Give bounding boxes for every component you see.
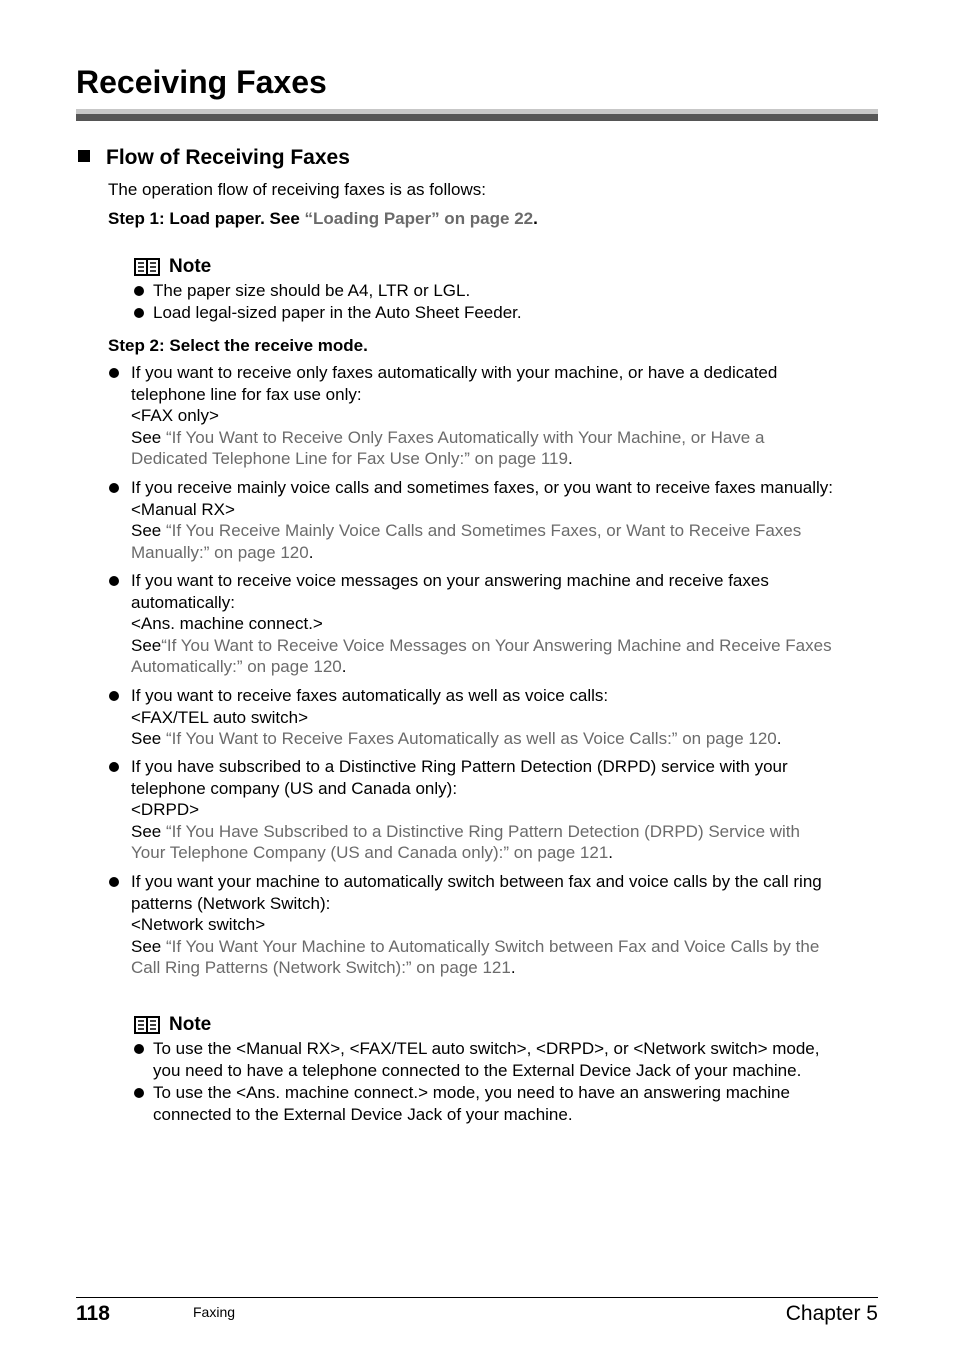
see-label: See xyxy=(131,936,166,956)
mode-ref-link[interactable]: “If You Want Your Machine to Automatically Switch between Fax and Voice Calls by the xyxy=(165,936,820,956)
see-label: See xyxy=(131,821,166,841)
mode-desc-line-1: If you want your machine to automatically switch between fax and voice calls by the call ring xyxy=(131,872,822,891)
mode-desc-line-1: If you receive mainly voice calls and sometimes faxes, or you want to receive faxes manually: xyxy=(131,478,834,497)
mode-name: <Manual RX> xyxy=(131,499,235,519)
section-heading-text: Flow of Receiving Faxes xyxy=(106,146,350,169)
mode-item-fax-only xyxy=(131,362,777,470)
note-2-title: Note xyxy=(169,1014,212,1035)
bullet-dot-icon xyxy=(109,483,119,493)
mode-see-ref-cont xyxy=(131,656,832,678)
mode-desc-line-2: automatically: xyxy=(131,592,235,612)
mode-item-drpd xyxy=(131,756,800,864)
bullet-dot-icon xyxy=(109,576,119,586)
ref-end: . xyxy=(776,729,782,748)
mode-ref-link-cont[interactable]: Manually:” on page 120 xyxy=(131,542,309,562)
see-label: See xyxy=(131,521,166,540)
mode-see-ref xyxy=(131,728,781,750)
ref-end: . xyxy=(608,843,614,862)
mode-desc-line-2: telephone company (US and Canada only): xyxy=(131,778,458,798)
mode-see-ref-cont xyxy=(131,842,800,864)
bullet-dot-icon xyxy=(109,762,119,772)
step-1-link[interactable]: “Loading Paper” on page 22 xyxy=(304,209,534,228)
note-2-item-2 xyxy=(153,1082,790,1125)
note-2-item-1-line-2: you need to have a telephone connected to the External Device Jack of your machine. xyxy=(153,1060,802,1080)
note-book-icon xyxy=(134,1016,160,1034)
mode-ref-link[interactable]: “If You Want to Receive Faxes Automatically as well as Voice Calls:” on page 120 xyxy=(165,729,777,748)
ref-end: . xyxy=(308,542,314,562)
square-bullet-icon xyxy=(78,150,90,162)
intro-text: The operation flow of receiving faxes is as follows: xyxy=(108,180,486,199)
mode-see-ref xyxy=(131,427,777,449)
page-number: 118 xyxy=(76,1302,110,1325)
title-rule-dark xyxy=(76,114,878,121)
bullet-dot-icon xyxy=(109,368,119,378)
mode-see-ref-cont xyxy=(131,542,833,564)
note-2-heading xyxy=(134,1014,211,1036)
mode-ref-link[interactable]: “If You Have Subscribed to a Distinctive Ring Pattern Detection (DRPD) Service with xyxy=(165,821,800,841)
bullet-dot-icon xyxy=(134,308,144,318)
mode-item-network-switch xyxy=(131,871,822,979)
note-book-icon xyxy=(134,258,160,276)
mode-see-ref xyxy=(131,821,800,843)
step-1-label: Step 1: Load paper. See xyxy=(108,209,305,228)
mode-desc-line-2: patterns (Network Switch): xyxy=(131,893,331,913)
note-2-item-2-line-2: connected to the External Device Jack of your machine. xyxy=(153,1104,573,1124)
ref-end: . xyxy=(567,449,573,468)
mode-name: <FAX/TEL auto switch> xyxy=(131,707,309,727)
mode-ref-link-cont[interactable]: Automatically:” on page 120 xyxy=(131,657,342,676)
bullet-dot-icon xyxy=(109,691,119,701)
see-label: See xyxy=(131,635,162,655)
mode-ref-link-cont[interactable]: Your Telephone Company (US and Canada only):” on page 121 xyxy=(131,843,609,862)
note-1-item-1: The paper size should be A4, LTR or LGL. xyxy=(153,281,471,300)
mode-desc-line-2: telephone line for fax use only: xyxy=(131,384,362,404)
note-2-item-1-line-1: To use the <Manual RX>, <FAX/TEL auto switch>, <DRPD>, or <Network switch> mode, xyxy=(153,1039,820,1058)
mode-desc-line-1: If you want to receive voice messages on your answering machine and receive faxes xyxy=(131,571,769,590)
ref-end: . xyxy=(510,958,516,977)
bullet-dot-icon xyxy=(109,877,119,887)
bullet-dot-icon xyxy=(134,1044,144,1054)
mode-name: <FAX only> xyxy=(131,406,219,425)
footer-rule xyxy=(76,1297,878,1298)
note-1-title: Note xyxy=(169,256,212,277)
mode-ref-link-cont[interactable]: Call Ring Patterns (Network Switch):” on page 121 xyxy=(131,958,511,977)
mode-name: <Network switch> xyxy=(131,915,266,934)
mode-item-fax-tel xyxy=(131,685,781,750)
mode-ref-link[interactable]: “If You Receive Mainly Voice Calls and Sometimes Faxes, or Want to Receive Faxes xyxy=(165,521,802,540)
mode-desc-line-1: If you want to receive only faxes automatically with your machine, or have a dedicated xyxy=(131,363,778,382)
note-1-item-2: Load legal-sized paper in the Auto Sheet Feeder. xyxy=(153,303,522,322)
mode-name: <DRPD> xyxy=(131,800,200,819)
bullet-dot-icon xyxy=(134,1088,144,1098)
note-1-heading xyxy=(134,256,211,278)
mode-see-ref xyxy=(131,635,832,657)
footer-chapter: Chapter 5 xyxy=(785,1302,878,1325)
mode-see-ref-cont xyxy=(131,957,822,979)
bullet-dot-icon xyxy=(134,286,144,296)
mode-see-ref-cont xyxy=(131,448,777,470)
step-1-end: . xyxy=(533,209,538,228)
step-1 xyxy=(108,208,538,230)
step-2: Step 2: Select the receive mode. xyxy=(108,336,368,355)
mode-desc-line-1: If you have subscribed to a Distinctive Ring Pattern Detection (DRPD) service with your xyxy=(131,757,788,776)
page-title: Receiving Faxes xyxy=(76,64,327,100)
note-2-item-2-line-1: To use the <Ans. machine connect.> mode, you need to have an answering machine xyxy=(153,1083,790,1102)
note-2-item-1 xyxy=(153,1038,819,1081)
mode-name: <Ans. machine connect.> xyxy=(131,614,323,633)
mode-item-ans-machine xyxy=(131,570,832,678)
ref-end: . xyxy=(341,657,347,676)
mode-see-ref xyxy=(131,936,822,958)
mode-ref-link[interactable]: “If You Want to Receive Voice Messages on Your Answering Machine and Receive Faxes xyxy=(161,635,832,655)
mode-ref-link-cont[interactable]: Dedicated Telephone Line for Fax Use Only:” on page 119 xyxy=(131,449,568,468)
mode-ref-link[interactable]: “If You Want to Receive Only Faxes Automatically with Your Machine, or Have a xyxy=(165,427,765,447)
section-heading xyxy=(78,145,350,171)
mode-see-ref xyxy=(131,520,833,542)
footer-section-name: Faxing xyxy=(193,1304,236,1320)
see-label: See xyxy=(131,427,166,447)
see-label: See xyxy=(131,729,166,748)
mode-item-manual-rx xyxy=(131,477,833,563)
mode-desc-line-1: If you want to receive faxes automatically as well as voice calls: xyxy=(131,686,609,705)
